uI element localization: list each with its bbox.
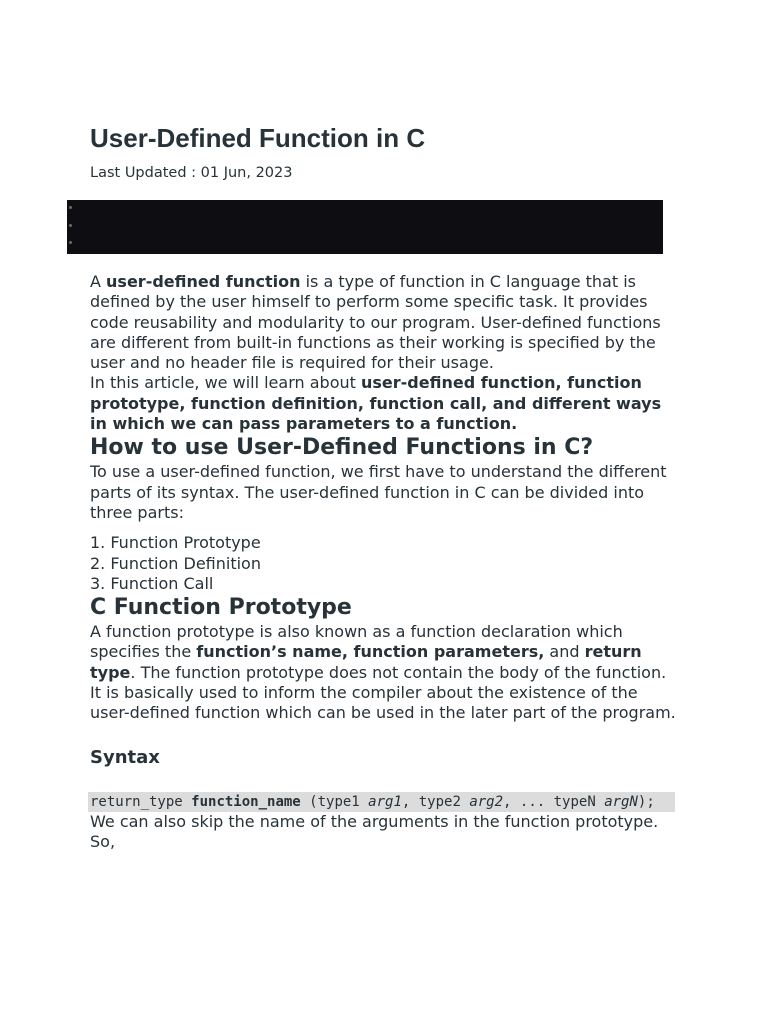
banner-dot (69, 241, 72, 244)
after-code-paragraph: We can also skip the name of the arguments in the function prototype. So, (90, 811, 659, 851)
code-text: , type2 (401, 793, 470, 810)
section-heading-how: How to use User-Defined Functions in C? (90, 435, 594, 461)
list-item: 2. Function Definition (90, 553, 261, 573)
code-text: , ... typeN (503, 793, 605, 810)
syntax-heading: Syntax (90, 746, 160, 768)
code-text: (type1 (300, 793, 369, 810)
intro-paragraph-2 (90, 373, 682, 434)
dark-banner (67, 200, 663, 254)
prototype-bold: return type (90, 642, 642, 682)
intro-text: is a type of function in C language that is defined by the user himself to perform some specific task. It provides code reusability and modularity to our program. User-defined functions are different from built-in functions as their working is specified by the user and no header file is required for their usage. (90, 272, 661, 373)
code-block (88, 792, 675, 812)
code-bold: function_name (191, 793, 301, 810)
article-body (90, 272, 682, 852)
intro-paragraph (90, 272, 682, 373)
section-heading-prototype: C Function Prototype (90, 595, 352, 621)
prototype-text: A function prototype is also known as a function declaration which specifies the (90, 622, 623, 662)
prototype-text: . The function prototype does not contain the body of the function. It is basically used to inform the compiler about the existence of the user-defined function which can be used in the later part of the program. (90, 662, 676, 723)
list-item: 3. Function Call (90, 573, 214, 593)
how-paragraph: To use a user-defined function, we first have to understand the different parts of its syntax. The user-defined function in C can be divided into three parts: (90, 462, 667, 522)
code-italic: arg2 (469, 793, 504, 810)
intro-bold: user-defined function, function prototype, function definition, function call, and different ways in which we can pass parameters to a function. (90, 373, 662, 434)
intro-text: A (90, 272, 107, 291)
prototype-paragraph (90, 622, 682, 723)
prototype-bold: function’s name, function parameters, (196, 642, 545, 662)
code-italic: arg1 (368, 793, 402, 810)
banner-dot (69, 224, 72, 227)
prototype-text: and (544, 642, 585, 662)
intro-text: In this article, we will learn about (90, 373, 361, 393)
code-italic: argN (604, 793, 638, 810)
parts-list (90, 533, 682, 594)
intro-bold: user-defined function (106, 272, 301, 291)
banner-dot (69, 206, 72, 209)
list-item: 1. Function Prototype (90, 533, 261, 553)
page-title: User-Defined Function in C (90, 123, 426, 153)
code-text: return_type (90, 793, 192, 810)
code-text: ); (637, 793, 655, 810)
last-updated: Last Updated : 01 Jun, 2023 (90, 165, 293, 181)
